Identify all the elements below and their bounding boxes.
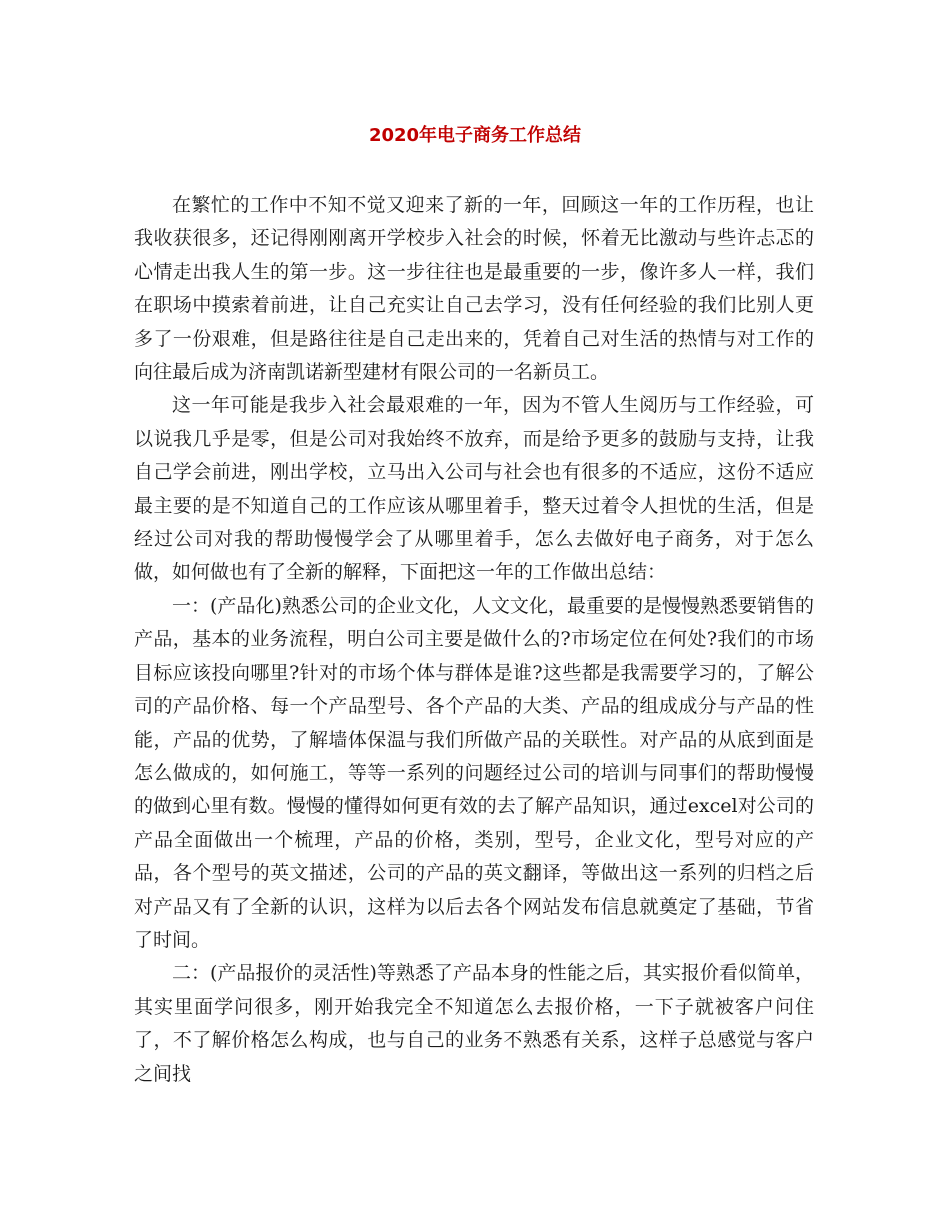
paragraph-intro: 在繁忙的工作中不知不觉又迎来了新的一年，回顾这一年的工作历程，也让我收获很多，还记得刚刚离开学校步入社会的时候，怀着无比激动与些许忐忑的心情走出我人生的第一步。这一步往往也是最重要的一步，像许多人一样，我们在职场中摸索着前进，让自己充实让自己去学习，没有任何经验的我们比别人更多了一份艰难，但是路往往是自己走出来的，凭着自己对生活的热情与对工作的向往最后成为济南凯诺新型建材有限公司的一名新员工。 xyxy=(134,194,814,384)
document-body xyxy=(134,189,814,1091)
paragraph-product-knowledge: 一：(产品化)熟悉公司的企业文化，人文文化，最重要的是慢慢熟悉要销售的产品，基本的业务流程，明白公司主要是做什么的?市场定位在何处?我们的市场目标应该投向哪里?针对的市场个体与群体是谁?这些都是我需要学习的，了解公司的产品价格、每一个产品型号、各个产品的大类、产品的组成成分与产品的性能，产品的优势，了解墙体保温与我们所做产品的关联性。对产品的从底到面是怎么做成的，如何施工，等等一系列的问题经过公司的培训与同事们的帮助慢慢的做到心里有数。慢慢的懂得如何更有效的去了解产品知识，通过excel对公司的产品全面做出一个梳理，产品的价格，类别，型号，企业文化，型号对应的产品，各个型号的英文描述，公司的产品的英文翻译，等做出这一系列的归档之后对产品又有了全新的认识，这样为以后去各个网站发布信息就奠定了基础，节省了时间。 xyxy=(134,594,814,951)
paragraph-pricing: 二：(产品报价的灵活性)等熟悉了产品本身的性能之后，其实报价看似简单，其实里面学问很多，刚开始我完全不知道怎么去报价格，一下子就被客户问住了，不了解价格怎么构成，也与自己的业务不熟悉有关系，这样子总感觉与客户之间找 xyxy=(134,962,814,1085)
paragraph-first-year: 这一年可能是我步入社会最艰难的一年，因为不管人生阅历与工作经验，可以说我几乎是零，但是公司对我始终不放弃，而是给予更多的鼓励与支持，让我自己学会前进，刚出学校，立马出入公司与社会也有很多的不适应，这份不适应最主要的是不知道自己的工作应该从哪里着手，整天过着令人担忧的生活，但是经过公司对我的帮助慢慢学会了从哪里着手，怎么去做好电子商务，对于怎么做，如何做也有了全新的解释，下面把这一年的工作做出总结： xyxy=(134,394,814,584)
page-title: 2020年电子商务工作总结 xyxy=(368,125,582,146)
